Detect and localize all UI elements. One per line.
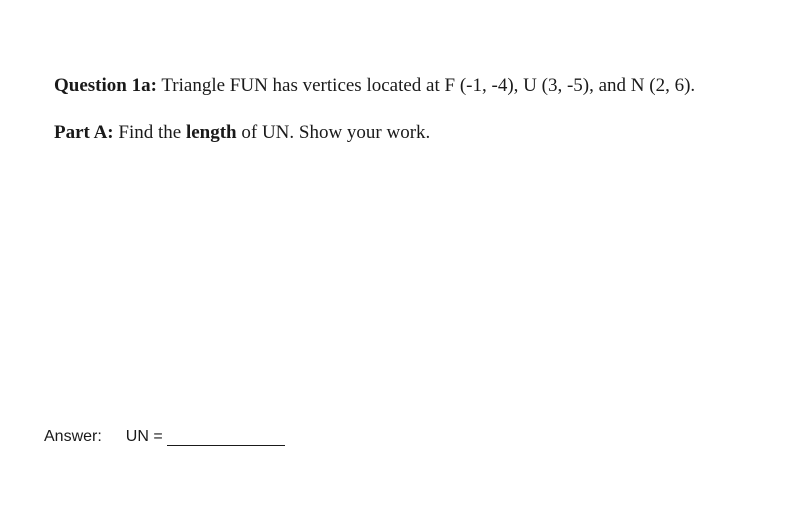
part-a-prompt [54,122,430,144]
part-a-text-before: Find the [113,122,186,143]
question-1a [54,75,695,97]
answer-area [44,428,285,446]
part-a-emphasis: length [185,122,237,143]
answer-blank[interactable] [167,429,285,446]
answer-label: Answer: [44,428,102,445]
part-a-label: Part A: [54,122,114,143]
question-text: Triangle FUN has vertices located at F (-1, -4), U (3, -5), and N (2, 6). [156,75,696,96]
part-a-text-after: of UN. Show your work. [236,122,431,143]
answer-expression: UN = [125,428,163,445]
question-label: Question 1a: [54,75,157,96]
